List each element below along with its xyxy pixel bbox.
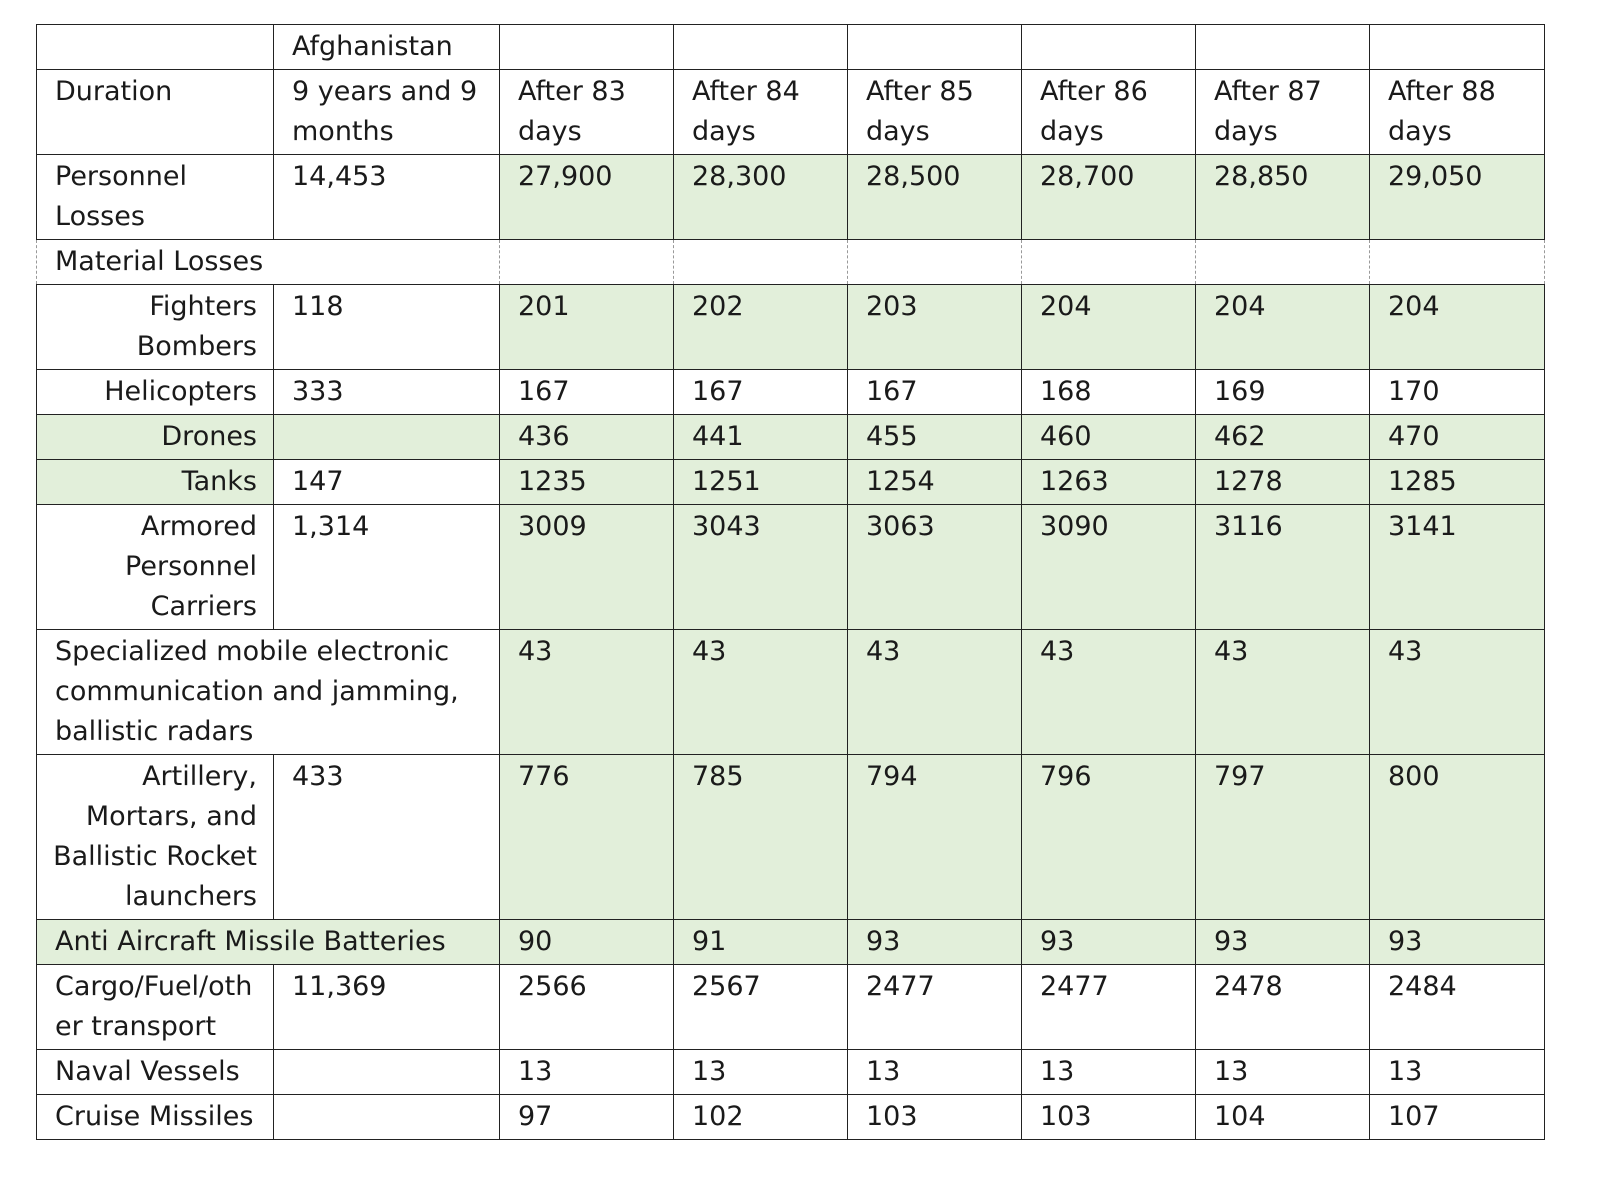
value-cell: 167 xyxy=(500,370,674,415)
value-cell: 2567 xyxy=(674,965,848,1050)
value-cell: 13 xyxy=(1370,1050,1545,1095)
afghanistan-value xyxy=(274,1095,500,1140)
value-cell: 3116 xyxy=(1196,505,1370,630)
header-row-duration xyxy=(37,70,1545,155)
header-row-country xyxy=(37,25,1545,70)
row-label: Specialized mobile electronic communication and jamming, ballistic radars xyxy=(37,630,500,755)
empty-cell xyxy=(848,240,1022,285)
value-cell: 2477 xyxy=(848,965,1022,1050)
losses-table xyxy=(36,24,1545,1140)
value-cell: 13 xyxy=(674,1050,848,1095)
value-cell: 43 xyxy=(1022,630,1196,755)
empty-cell xyxy=(1022,240,1196,285)
header-cell xyxy=(500,25,674,70)
value-cell: 27,900 xyxy=(500,155,674,240)
value-cell: 169 xyxy=(1196,370,1370,415)
row-label: Armored Personnel Carriers xyxy=(37,505,274,630)
header-cell xyxy=(848,25,1022,70)
row-label: Naval Vessels xyxy=(37,1050,274,1095)
value-cell: 201 xyxy=(500,285,674,370)
table-row xyxy=(37,920,1545,965)
table-row xyxy=(37,755,1545,920)
value-cell: 167 xyxy=(848,370,1022,415)
header-cell xyxy=(674,25,848,70)
row-label: Fighters Bombers xyxy=(37,285,274,370)
material-losses-row xyxy=(37,240,1545,285)
value-cell: 28,700 xyxy=(1022,155,1196,240)
table-row xyxy=(37,505,1545,630)
header-cell xyxy=(1370,25,1545,70)
value-cell: 103 xyxy=(848,1095,1022,1140)
value-cell: 202 xyxy=(674,285,848,370)
empty-cell xyxy=(500,240,674,285)
table-row xyxy=(37,460,1545,505)
value-cell: 43 xyxy=(848,630,1022,755)
value-cell: 43 xyxy=(674,630,848,755)
value-cell: 91 xyxy=(674,920,848,965)
material-losses-label: Material Losses xyxy=(37,240,500,285)
value-cell: 103 xyxy=(1022,1095,1196,1140)
value-cell: 3009 xyxy=(500,505,674,630)
row-label: Anti Aircraft Missile Batteries xyxy=(37,920,500,965)
duration-label: Duration xyxy=(37,70,274,155)
value-cell: 3141 xyxy=(1370,505,1545,630)
value-cell: 43 xyxy=(500,630,674,755)
empty-cell xyxy=(1370,240,1545,285)
value-cell: 470 xyxy=(1370,415,1545,460)
value-cell: 90 xyxy=(500,920,674,965)
row-label: Artillery, Mortars, and Ballistic Rocket launchers xyxy=(37,755,274,920)
value-cell: 800 xyxy=(1370,755,1545,920)
value-cell: 29,050 xyxy=(1370,155,1545,240)
personnel-row xyxy=(37,155,1545,240)
value-cell: 794 xyxy=(848,755,1022,920)
value-cell: 204 xyxy=(1022,285,1196,370)
value-cell: 93 xyxy=(848,920,1022,965)
row-label: Personnel Losses xyxy=(37,155,274,240)
value-cell: 436 xyxy=(500,415,674,460)
row-label: Cruise Missiles xyxy=(37,1095,274,1140)
value-cell: 1263 xyxy=(1022,460,1196,505)
afghanistan-value: 147 xyxy=(274,460,500,505)
value-cell: 13 xyxy=(500,1050,674,1095)
value-cell: 1285 xyxy=(1370,460,1545,505)
empty-cell xyxy=(674,240,848,285)
value-cell: 43 xyxy=(1370,630,1545,755)
table-row xyxy=(37,1095,1545,1140)
afghanistan-value xyxy=(274,1050,500,1095)
value-cell: 3043 xyxy=(674,505,848,630)
period-header: After 88 days xyxy=(1370,70,1545,155)
value-cell: 28,850 xyxy=(1196,155,1370,240)
value-cell: 167 xyxy=(674,370,848,415)
value-cell: 93 xyxy=(1196,920,1370,965)
value-cell: 797 xyxy=(1196,755,1370,920)
value-cell: 203 xyxy=(848,285,1022,370)
value-cell: 3090 xyxy=(1022,505,1196,630)
table-row xyxy=(37,965,1545,1050)
table-row xyxy=(37,1050,1545,1095)
afghanistan-value: 14,453 xyxy=(274,155,500,240)
value-cell: 28,500 xyxy=(848,155,1022,240)
value-cell: 104 xyxy=(1196,1095,1370,1140)
value-cell: 1278 xyxy=(1196,460,1370,505)
value-cell: 93 xyxy=(1370,920,1545,965)
period-header: After 86 days xyxy=(1022,70,1196,155)
value-cell: 13 xyxy=(1022,1050,1196,1095)
value-cell: 13 xyxy=(848,1050,1022,1095)
value-cell: 776 xyxy=(500,755,674,920)
value-cell: 170 xyxy=(1370,370,1545,415)
value-cell: 2477 xyxy=(1022,965,1196,1050)
row-label: Helicopters xyxy=(37,370,274,415)
afghanistan-value: 433 xyxy=(274,755,500,920)
row-label: Cargo/Fuel/other transport xyxy=(37,965,274,1050)
afghanistan-value: 333 xyxy=(274,370,500,415)
value-cell: 460 xyxy=(1022,415,1196,460)
value-cell: 1235 xyxy=(500,460,674,505)
value-cell: 462 xyxy=(1196,415,1370,460)
value-cell: 796 xyxy=(1022,755,1196,920)
value-cell: 2566 xyxy=(500,965,674,1050)
afghanistan-value: 118 xyxy=(274,285,500,370)
value-cell: 107 xyxy=(1370,1095,1545,1140)
period-header: After 85 days xyxy=(848,70,1022,155)
header-cell xyxy=(37,25,274,70)
value-cell: 97 xyxy=(500,1095,674,1140)
table-row xyxy=(37,285,1545,370)
afghanistan-value xyxy=(274,415,500,460)
header-cell xyxy=(1022,25,1196,70)
value-cell: 1254 xyxy=(848,460,1022,505)
period-header: After 84 days xyxy=(674,70,848,155)
table-row xyxy=(37,630,1545,755)
value-cell: 455 xyxy=(848,415,1022,460)
value-cell: 102 xyxy=(674,1095,848,1140)
value-cell: 168 xyxy=(1022,370,1196,415)
row-label: Tanks xyxy=(37,460,274,505)
value-cell: 2478 xyxy=(1196,965,1370,1050)
value-cell: 204 xyxy=(1370,285,1545,370)
table-row xyxy=(37,370,1545,415)
value-cell: 93 xyxy=(1022,920,1196,965)
period-header: After 87 days xyxy=(1196,70,1370,155)
value-cell: 43 xyxy=(1196,630,1370,755)
value-cell: 441 xyxy=(674,415,848,460)
value-cell: 13 xyxy=(1196,1050,1370,1095)
header-afghanistan: Afghanistan xyxy=(274,25,500,70)
afghanistan-value: 11,369 xyxy=(274,965,500,1050)
value-cell: 204 xyxy=(1196,285,1370,370)
row-label: Drones xyxy=(37,415,274,460)
header-cell xyxy=(1196,25,1370,70)
afghanistan-duration: 9 years and 9 months xyxy=(274,70,500,155)
afghanistan-value: 1,314 xyxy=(274,505,500,630)
value-cell: 785 xyxy=(674,755,848,920)
value-cell: 28,300 xyxy=(674,155,848,240)
empty-cell xyxy=(1196,240,1370,285)
table-row xyxy=(37,415,1545,460)
value-cell: 3063 xyxy=(848,505,1022,630)
value-cell: 1251 xyxy=(674,460,848,505)
value-cell: 2484 xyxy=(1370,965,1545,1050)
period-header: After 83 days xyxy=(500,70,674,155)
